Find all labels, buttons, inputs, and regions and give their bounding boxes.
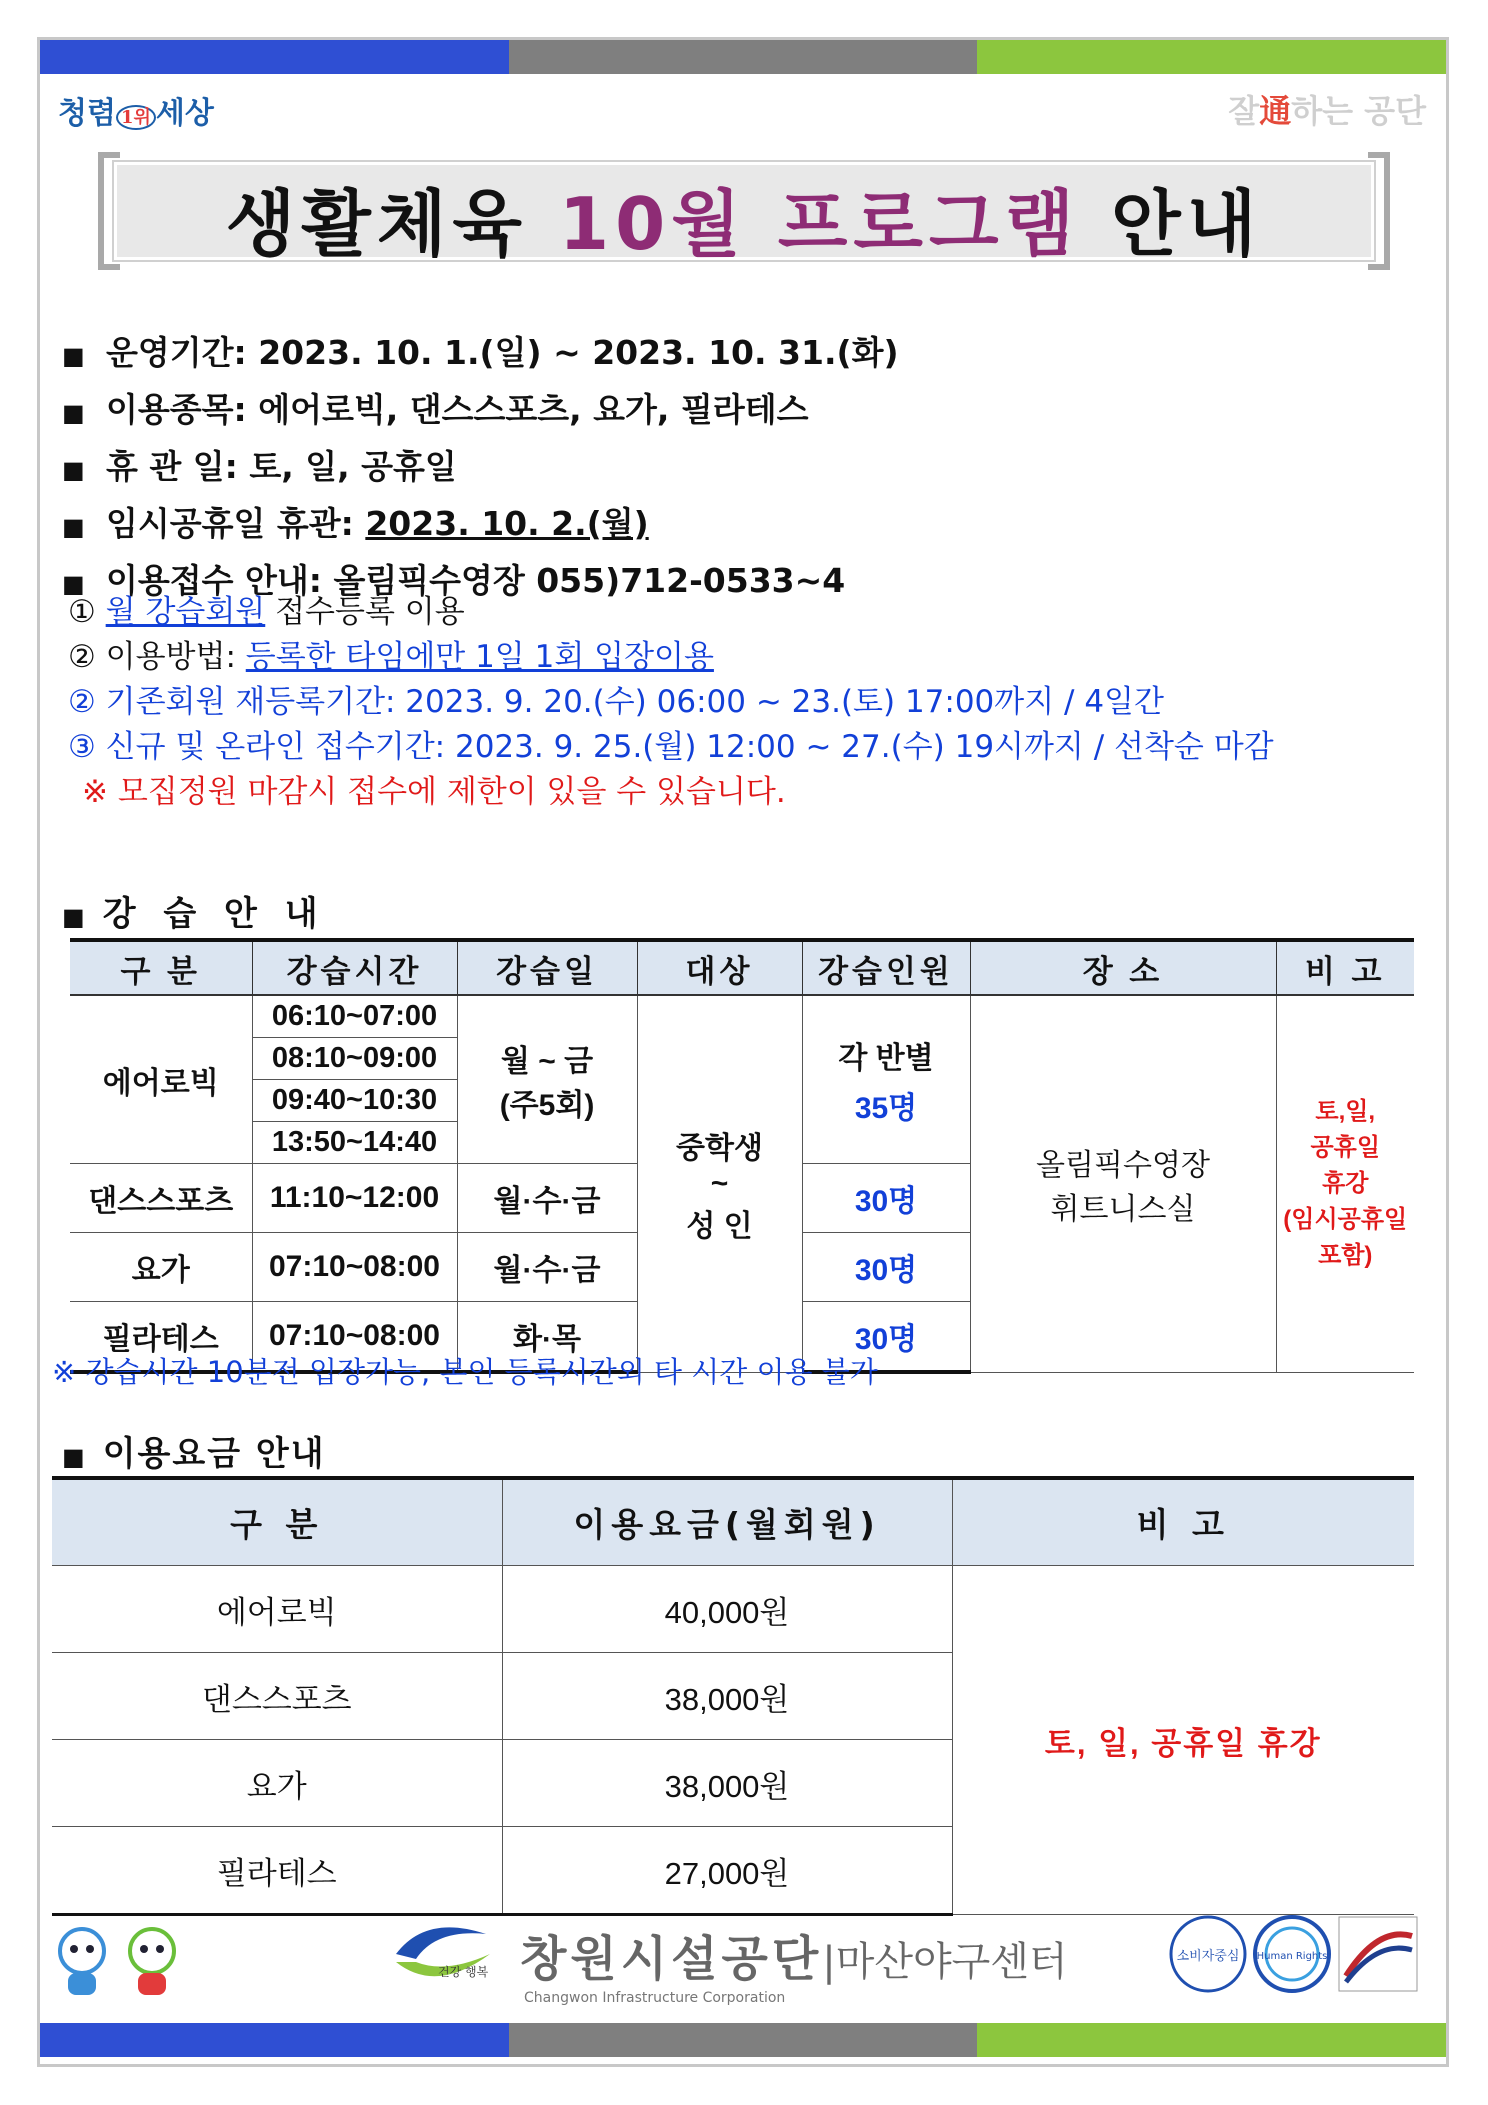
class-pilates: 필라테스 — [70, 1302, 252, 1373]
fee-remark: 토, 일, 공휴일 휴강 — [952, 1566, 1414, 1915]
consumer-badge-icon — [1168, 1914, 1248, 1994]
bottom-color-bar — [40, 2023, 1446, 2057]
svg-text:소비자중심: 소비자중심 — [1176, 1949, 1240, 1964]
aerobic-days: 월 ~ 금 (주5회) — [457, 995, 637, 1164]
svg-text:건강 행복: 건강 행복 — [438, 1965, 489, 1979]
human-rights-badge-icon — [1252, 1914, 1332, 1994]
info-list — [62, 326, 899, 611]
corporation-name: 창원시설공단|마산야구센터 — [520, 1931, 1068, 1987]
fee-row: 에어로빅 — [52, 1566, 502, 1653]
fee-section-title: ■ 이용요금 안내 — [62, 1434, 326, 1474]
info-closed: ■ 휴 관 일: 토, 일, 공휴일 — [62, 447, 457, 486]
class-yoga: 요가 — [70, 1233, 252, 1302]
lesson-note: ※ 강습시간 10분전 입장가능, 본인 등록시간외 타 시간 이용 불가 — [52, 1355, 878, 1389]
fee-row: 요가 — [52, 1740, 502, 1827]
fee-row: 댄스스포츠 — [52, 1653, 502, 1740]
top-color-bar — [40, 40, 1446, 74]
page-title: 생활체육 10월 프로그램 안내 — [225, 182, 1263, 266]
info-registration: ■ 이용접수 안내: 올림픽수영장 055)712-0533~4 — [62, 561, 846, 600]
mascot-icon — [122, 1925, 182, 2001]
fee-row: 필라테스 — [52, 1827, 502, 1915]
info-events: ■ 이용종목: 에어로빅, 댄스스포츠, 요가, 필라테스 — [62, 390, 809, 429]
info-period: ■ 운영기간: 2023. 10. 1.(일) ~ 2023. 10. 31.(화) — [62, 333, 899, 372]
lesson-table: 구 분 강습시간 강습일 대상 강습인원 장 소 비 고 에어로빅 06:10~07:00 월 ~ 금 (주5회) 중학생 ~ 성 인 각 반별 35명 올림픽수영장 휘트니스실 토,일, 공휴일 휴강 (임시공휴일 포함) 08:10~09:00 09:40~10:30 13:50~14:40 댄스스포츠 11:10~12:00 월·수·금 30명 요가 07:10~08:00 월·수·금 30명 필라테스 07:10~08:00 화·목 30명 — [70, 938, 1414, 1374]
clean-world-logo: 청렴 1위 세상 — [58, 96, 214, 131]
corporation-english-name: Changwon Infrastructure Corporation — [524, 1990, 786, 2006]
fee-table: 구 분 이용요금(월회원) 비 고 에어로빅 40,000원 토, 일, 공휴일 휴강 댄스스포츠 38,000원 요가 38,000원 필라테스 27,000원 — [52, 1476, 1414, 1916]
lesson-remark: 토,일, 공휴일 휴강 (임시공휴일 포함) — [1276, 995, 1414, 1372]
title-banner — [98, 152, 1390, 270]
class-dance: 댄스스포츠 — [70, 1164, 252, 1233]
slogan-logo: 잘通하는 공단 — [1228, 92, 1426, 130]
class-aerobic: 에어로빅 — [70, 995, 252, 1164]
lesson-section-title: ■ 강 습 안 내 — [62, 894, 326, 934]
svg-text:Human Rights: Human Rights — [1256, 1951, 1328, 1962]
monthly-member-link: 월 강습회원 — [105, 594, 266, 630]
registration-details: ① 월 강습회원 접수등록 이용 ② 이용방법: 등록한 타임에만 1일 1회 입장이용 ② 기존회원 재등록기간: 2023. 9. 20.(수) 06:00 ~ 23.(토) 17:00까지 / 4일간 ③ 신규 및 온라인 접수기간: 2023. 9. 25.(월) 12:00 ~ 27.(수) 19시까지 / 선착순 마감 ※ 모집정원 마감시 접수에 제한이 있을 수 있습니다. — [68, 594, 1274, 810]
venue: 올림픽수영장 휘트니스실 — [970, 995, 1276, 1372]
aerobic-capacity: 각 반별 35명 — [802, 995, 970, 1164]
certification-badge-icon — [1338, 1916, 1418, 1992]
corporation-emblem-icon — [386, 1914, 496, 2004]
info-temp-holiday: ■ 임시공휴일 휴관: 2023. 10. 2.(월) — [62, 504, 649, 543]
target-group: 중학생 ~ 성 인 — [637, 995, 802, 1372]
mascot-icon — [52, 1925, 112, 2001]
